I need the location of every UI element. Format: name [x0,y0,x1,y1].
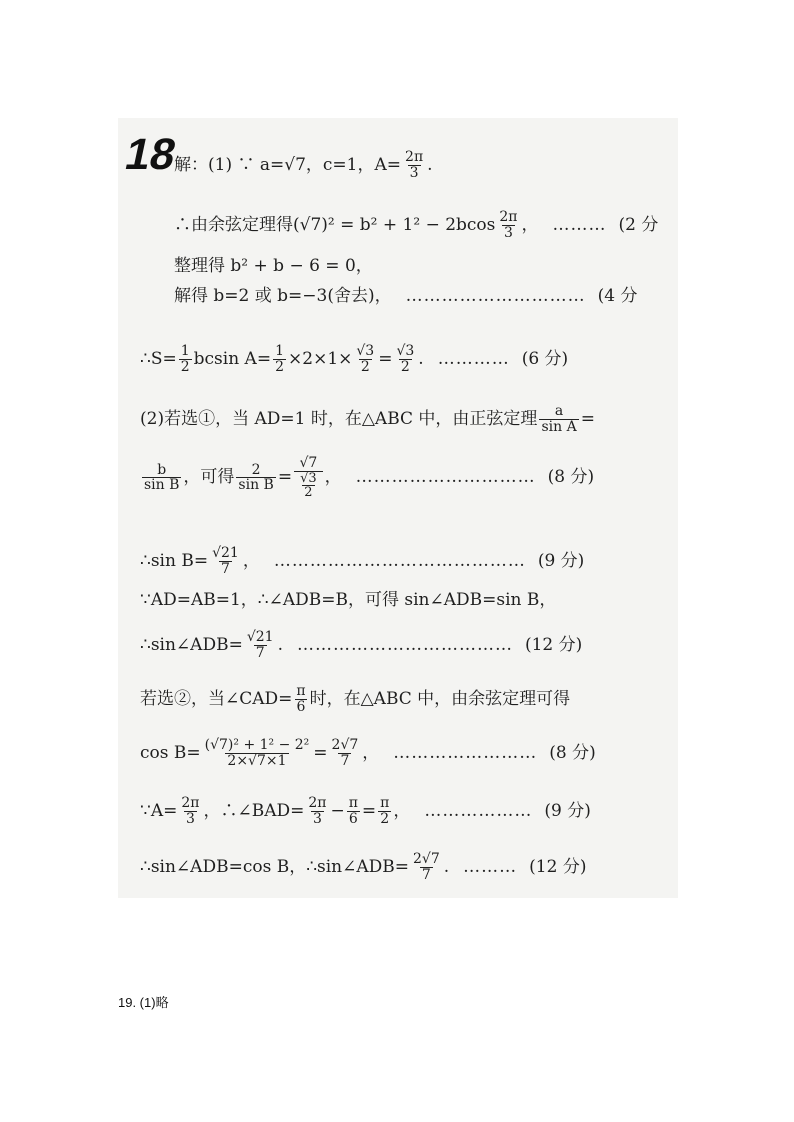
text: = [313,742,328,763]
denominator: 7 [220,560,230,577]
solution-line-8 [140,546,584,576]
text: ， [324,467,342,488]
fraction [179,796,201,826]
numerator: 2π [499,209,518,225]
numerator: 2π [308,795,327,811]
solution-line-4 [174,288,637,305]
solution-line-3 [174,258,373,275]
score-mark: (8 分) [547,467,595,488]
text: = [378,348,393,369]
leader-dots: …………………………………… [273,550,526,571]
fraction [347,796,360,826]
text: ， [362,742,380,763]
leader-dots: …………………… [393,742,538,763]
fraction [245,630,276,660]
solution-line-13 [140,796,591,826]
numerator: 2π [405,149,424,165]
denominator: 2 [380,810,390,827]
text: 整理得 b² + b − 6 = 0， [174,256,373,276]
denominator [294,471,323,500]
numerator: √21 [212,545,239,561]
numerator: √7 [299,455,318,471]
text: ， [521,214,539,235]
numerator: √21 [246,629,274,645]
denominator: 6 [296,698,306,715]
text: 时，在△ABC 中，由余弦定理可得 [309,688,571,709]
solution-line-9 [140,592,556,609]
text: ， [393,800,411,821]
score-mark: (12 分) [524,634,583,655]
fraction [403,150,425,180]
text: ，∴∠BAD= [203,800,305,821]
numerator: π [348,795,358,811]
score-mark: (2 分 [618,214,659,235]
solution-line-5 [140,344,568,374]
denominator: 6 [348,810,358,827]
text: ∵A= [140,800,178,821]
numerator: a [554,403,564,419]
solution-line-10 [140,630,582,660]
solution-line-12 [140,738,596,768]
text: 解：(1) ∵ a=√7，c=1，A= [174,154,402,175]
fraction [539,404,578,434]
numerator: 2√7 [331,737,359,753]
solution-line-1 [174,150,433,180]
score-mark: (9 分) [537,550,585,571]
score-mark: (9 分) [544,800,591,821]
fraction [273,344,286,374]
denominator: 2 [304,485,313,501]
numerator: (√7)² + 1² − 2² [204,737,310,753]
numerator: π [380,795,390,811]
fraction [354,344,376,374]
text: . [443,856,450,877]
score-mark: (4 分 [597,286,638,306]
fraction [306,796,328,826]
fraction [236,463,275,493]
solution-line-2 [174,210,658,240]
text: ∴sin B= [140,550,209,571]
leader-dots: ……………………………… [296,634,513,655]
fraction [330,738,361,768]
text: ∴S= [140,348,177,369]
fraction [497,210,519,240]
text: 解得 b=2 或 b=−3(舍去)， [174,286,392,306]
fraction [411,852,442,882]
numerator: 2π [181,795,200,811]
text: = [361,800,377,821]
text: ∴由余弦定理得(√7)² = b² + 1² − 2bcos [174,214,496,235]
numerator: √3 [356,343,375,359]
numerator: 1 [275,343,285,359]
fraction [394,344,416,374]
denominator: 7 [255,644,265,661]
leader-dots: ……… [463,856,518,877]
fraction [179,344,192,374]
score-mark: (6 分) [521,348,569,369]
text: = [580,408,595,429]
fraction [210,546,241,576]
score-mark: (12 分) [529,856,587,877]
denominator: 3 [503,224,513,241]
leader-dots: ……… [552,214,607,235]
numerator: √3 [396,343,415,359]
text: 若选②，当∠CAD= [140,688,293,709]
denominator: sin B [144,477,180,494]
numerator: π [296,683,306,699]
text: ∴sin∠ADB=cos B，∴sin∠ADB= [140,856,410,877]
score-mark: (8 分) [549,742,596,763]
fraction [203,738,312,768]
solution-line-11 [140,684,570,714]
leader-dots: ……………… [424,800,533,821]
solution-line-6 [140,404,595,434]
denominator: 7 [340,752,350,769]
text: . [427,154,433,175]
denominator: 7 [421,866,431,883]
numerator: b [157,461,167,478]
leader-dots: ………… [437,348,510,369]
denominator: 3 [312,810,322,827]
text: (2)若选①，当 AD=1 时，在△ABC 中，由正弦定理 [140,408,538,429]
fraction [294,684,307,714]
text: ∴sin∠ADB= [140,634,243,655]
numerator: 2 [251,461,261,478]
solution-line-14 [140,852,586,882]
fraction [142,463,181,493]
compound-fraction [294,456,323,500]
next-question-note: 19. (1)略 [118,995,169,1010]
text: = [277,467,293,488]
numerator: 2√7 [413,851,440,867]
scanned-solution [118,118,678,898]
denominator: 2 [180,358,190,375]
denominator: sin B [238,477,274,494]
denominator: 3 [409,164,419,181]
leader-dots: ………………………… [405,286,586,306]
leader-dots: ………………………… [355,467,536,488]
denominator: 2×√7×1 [227,752,287,769]
solution-line-7 [140,456,594,500]
text: ， [242,550,260,571]
text: − [330,800,345,821]
numerator: 1 [180,343,190,359]
text: . [277,634,283,655]
text: cos B= [140,742,201,763]
numerator: √3 [300,470,317,486]
denominator: sin A [541,418,577,435]
denominator: 3 [185,810,195,827]
denominator: 2 [275,358,285,375]
text: ，可得 [183,467,235,488]
denominator: 2 [400,358,410,375]
text: bcsin A= [193,348,272,369]
fraction [378,796,391,826]
text: ×2×1× [288,348,353,369]
inner-fraction [298,472,319,500]
text: ∵AD=AB=1，∴∠ADB=B，可得 sin∠ADB=sin B， [140,590,557,610]
handwritten-question-number: 18 [120,130,181,179]
denominator: 2 [360,358,370,375]
text: . [418,348,424,369]
